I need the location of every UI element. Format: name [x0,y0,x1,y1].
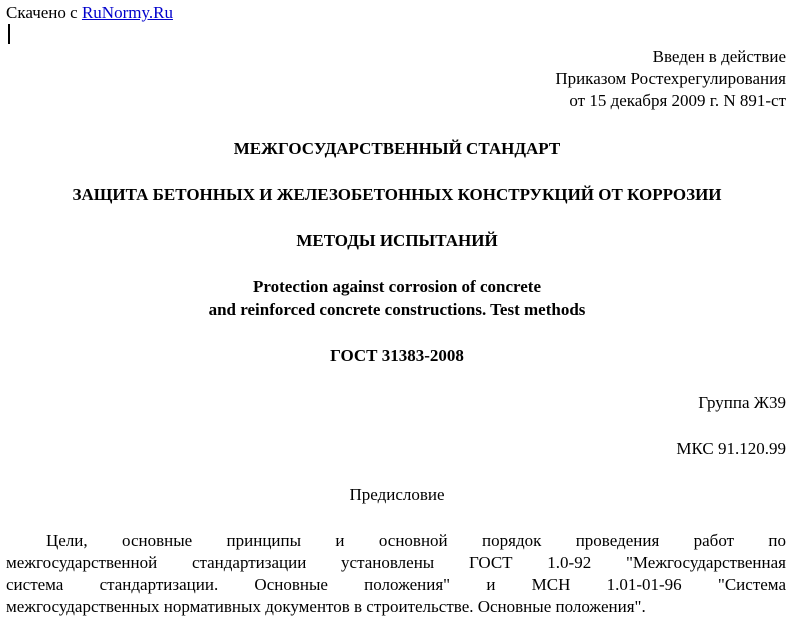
methods-heading: МЕТОДЫ ИСПЫТАНИЙ [296,231,498,250]
standard-title-heading: ЗАЩИТА БЕТОННЫХ И ЖЕЛЕЗОБЕТОННЫХ КОНСТРУКЦИЙ ОТ КОРРОЗИИ [72,185,722,204]
enactment-line-1: Введен в действие [652,47,786,66]
enactment-block [555,46,786,112]
english-title-line-2: and reinforced concrete constructions. Test methods [208,300,586,319]
enactment-line-2: Приказом Ростехрегулирования [555,69,786,88]
source-prefix: Скачено с [6,3,82,22]
preface-title: Предисловие [349,485,445,504]
preface-paragraph [6,530,786,618]
preface-line-1: Цели, основные принципы и основной порядок проведения работ по [46,531,786,550]
source-line [6,2,173,24]
source-link[interactable]: RuNormy.Ru [81,3,173,22]
mks-code: МКС 91.120.99 [676,439,786,458]
standard-type-heading: МЕЖГОСУДАРСТВЕННЫЙ СТАНДАРТ [233,139,561,158]
enactment-line-3: от 15 декабря 2009 г. N 891-ст [569,91,786,110]
preface-line-4: межгосударственных нормативных документов в строительстве. Основные положения". [6,597,646,616]
text-cursor [8,24,10,44]
preface-line-3: система стандартизации. Основные положения" и МСН 1.01-01-96 "Система [6,575,786,594]
preface-line-2: межгосударственной стандартизации установлены ГОСТ 1.0-92 "Межгосударственная [6,553,786,572]
group-code: Группа Ж39 [698,393,786,412]
english-title-line-1: Protection against corrosion of concrete [253,277,541,296]
gost-number-heading: ГОСТ 31383-2008 [330,346,464,365]
